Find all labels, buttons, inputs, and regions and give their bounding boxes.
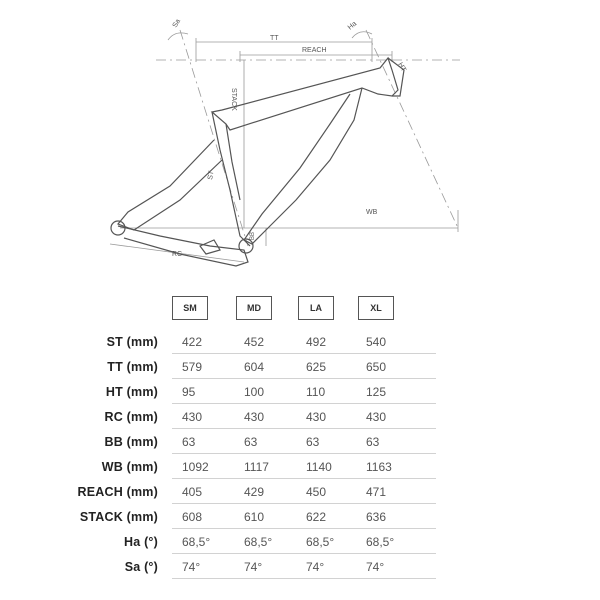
cell-sm: 422 [182,335,203,349]
size-header-la: LA [298,296,334,320]
cell-la: 74° [306,560,325,574]
cell-sm: 95 [182,385,196,399]
cell-sm: 68,5° [182,535,211,549]
table-row-bb [0,429,600,454]
cell-md: 610 [244,510,265,524]
cell-la: 492 [306,335,327,349]
cell-la: 625 [306,360,327,374]
row-label: ST (mm) [106,335,158,349]
cell-xl: 74° [366,560,385,574]
table-row-tt [0,354,600,379]
cell-md: 63 [244,435,258,449]
row-label: STACK (mm) [79,510,158,524]
row-label: Ha (°) [124,535,158,549]
bb-label: BB [250,231,256,240]
size-header-md: MD [236,296,272,320]
cell-md: 68,5° [244,535,273,549]
reach-label: REACH [302,47,327,54]
table-row-stack [0,504,600,529]
row-label: Sa (°) [124,560,158,574]
table-row-ht [0,379,600,404]
wb-label: WB [366,209,378,216]
row-label: TT (mm) [107,360,158,374]
cell-md: 429 [244,485,265,499]
cell-la: 110 [306,385,326,399]
table-row-reach [0,479,600,504]
cell-la: 63 [306,435,320,449]
rc-label: RC [172,251,183,258]
stack-label: STACK [230,88,237,111]
cell-sm: 63 [182,435,196,449]
top-tube [212,58,398,130]
table-row-rc [0,404,600,429]
cell-md: 1117 [244,460,269,474]
tt-label: TT [270,35,279,42]
seat-stay [118,140,222,230]
cell-sm: 608 [182,510,203,524]
cell-md: 100 [244,385,265,399]
ha-label: Ha [346,20,359,32]
cell-xl: 650 [366,360,387,374]
cell-xl: 63 [366,435,380,449]
cell-sm: 74° [182,560,201,574]
cell-md: 74° [244,560,263,574]
frame-geometry-diagram [0,0,600,290]
row-label: BB (mm) [104,435,158,449]
row-label: REACH (mm) [77,485,158,499]
cell-md: 430 [244,410,265,424]
cell-la: 622 [306,510,327,524]
cell-xl: 471 [366,485,387,499]
cell-xl: 125 [366,385,387,399]
size-header-xl: XL [358,296,394,320]
cell-la: 68,5° [306,535,335,549]
sa-angle-arc [168,33,188,40]
cell-sm: 430 [182,410,203,424]
cell-la: 1140 [306,460,332,474]
cell-md: 604 [244,360,265,374]
table-row-st [0,329,600,354]
ht-label: HT [396,61,408,74]
size-header-sm: SM [172,296,208,320]
down-tube [244,88,362,244]
sa-label: Sa [171,18,183,29]
row-label: HT (mm) [105,385,158,399]
cell-la: 450 [306,485,327,499]
table-row-sa [0,554,600,579]
cell-sm: 405 [182,485,203,499]
row-divider [172,578,436,579]
cell-xl: 430 [366,410,387,424]
cell-xl: 68,5° [366,535,395,549]
cell-xl: 540 [366,335,387,349]
cell-la: 430 [306,410,327,424]
row-label: RC (mm) [104,410,158,424]
cell-sm: 579 [182,360,203,374]
table-row-wb [0,454,600,479]
cell-xl: 636 [366,510,387,524]
st-label: ST [207,170,216,181]
cell-sm: 1092 [182,460,209,474]
row-label: WB (mm) [101,460,158,474]
bike-frame [111,58,404,266]
table-row-ha [0,529,600,554]
cell-md: 452 [244,335,265,349]
cell-xl: 1163 [366,460,392,474]
